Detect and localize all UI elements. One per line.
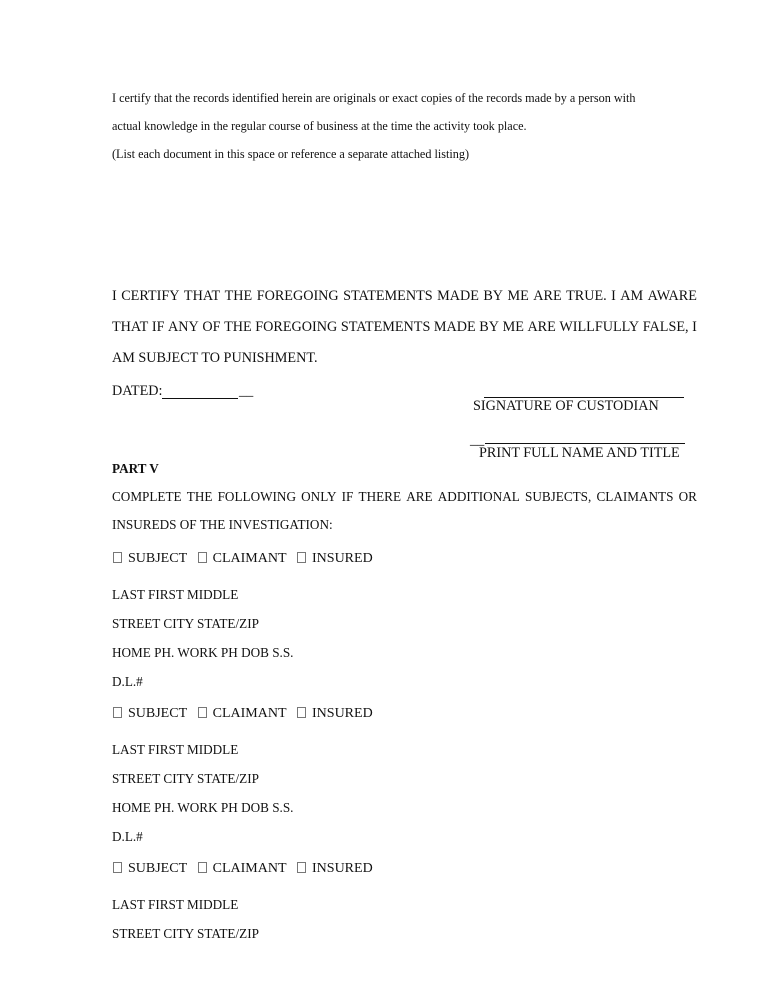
insured-label: INSURED — [312, 706, 373, 721]
cert-line-3: (List each document in this space or reference a separate attached listing) — [112, 147, 469, 161]
custodian-signature-label: SIGNATURE OF CUSTODIAN — [473, 398, 659, 414]
phones-field-label: HOME PH. WORK PH DOB S.S. — [112, 645, 294, 660]
name-field-label: LAST FIRST MIDDLE — [112, 897, 239, 912]
insured-checkbox[interactable] — [297, 862, 306, 873]
subject-checkbox[interactable] — [113, 707, 122, 718]
subject-label: SUBJECT — [128, 861, 188, 876]
role-checkbox-row — [113, 551, 380, 567]
phones-field-label: HOME PH. WORK PH DOB S.S. — [112, 800, 294, 815]
print-name-label: PRINT FULL NAME AND TITLE — [479, 445, 680, 461]
name-field-label: LAST FIRST MIDDLE — [112, 587, 239, 602]
claimant-label: CLAIMANT — [212, 706, 287, 721]
insured-checkbox[interactable] — [297, 552, 306, 563]
print-name-line[interactable] — [485, 443, 685, 444]
claimant-checkbox[interactable] — [198, 552, 207, 563]
insured-label: INSURED — [312, 551, 373, 566]
claimant-label: CLAIMANT — [212, 861, 287, 876]
subject-checkbox[interactable] — [113, 552, 122, 563]
claimant-checkbox[interactable] — [198, 707, 207, 718]
subject-label: SUBJECT — [128, 551, 188, 566]
statement-line-2: THAT IF ANY OF THE FOREGOING STATEMENTS MADE BY ME ARE WILLFULLY FALSE, I — [112, 319, 697, 335]
subject-label: SUBJECT — [128, 706, 188, 721]
print-name-prefix: __ — [470, 432, 485, 448]
claimant-checkbox[interactable] — [198, 862, 207, 873]
cert-line-1: I certify that the records identified herein are originals or exact copies of the records made by a person with — [112, 91, 636, 105]
address-field-label: STREET CITY STATE/ZIP — [112, 926, 259, 941]
dl-field-label: D.L.# — [112, 674, 143, 689]
role-checkbox-row — [113, 706, 380, 722]
name-field-label: LAST FIRST MIDDLE — [112, 742, 239, 757]
insured-label: INSURED — [312, 861, 373, 876]
dated-label: DATED: — [112, 383, 163, 399]
cert-line-2: actual knowledge in the regular course of business at the time the activity took place. — [112, 119, 527, 133]
address-field-label: STREET CITY STATE/ZIP — [112, 771, 259, 786]
statement-line-3: AM SUBJECT TO PUNISHMENT. — [112, 350, 318, 366]
part-v-instruction-line-2: INSUREDS OF THE INVESTIGATION: — [112, 517, 333, 532]
claimant-label: CLAIMANT — [212, 551, 287, 566]
statement-line-1: I CERTIFY THAT THE FOREGOING STATEMENTS MADE BY ME ARE TRUE. I AM AWARE — [112, 288, 697, 304]
dl-field-label: D.L.# — [112, 829, 143, 844]
role-checkbox-row — [113, 861, 380, 877]
dated-field[interactable] — [162, 398, 238, 399]
address-field-label: STREET CITY STATE/ZIP — [112, 616, 259, 631]
subject-checkbox[interactable] — [113, 862, 122, 873]
dated-suffix: __ — [239, 383, 254, 399]
part-v-instruction-line-1: COMPLETE THE FOLLOWING ONLY IF THERE ARE ADDITIONAL SUBJECTS, CLAIMANTS OR — [112, 489, 697, 504]
insured-checkbox[interactable] — [297, 707, 306, 718]
part-v-heading: PART V — [112, 461, 159, 476]
